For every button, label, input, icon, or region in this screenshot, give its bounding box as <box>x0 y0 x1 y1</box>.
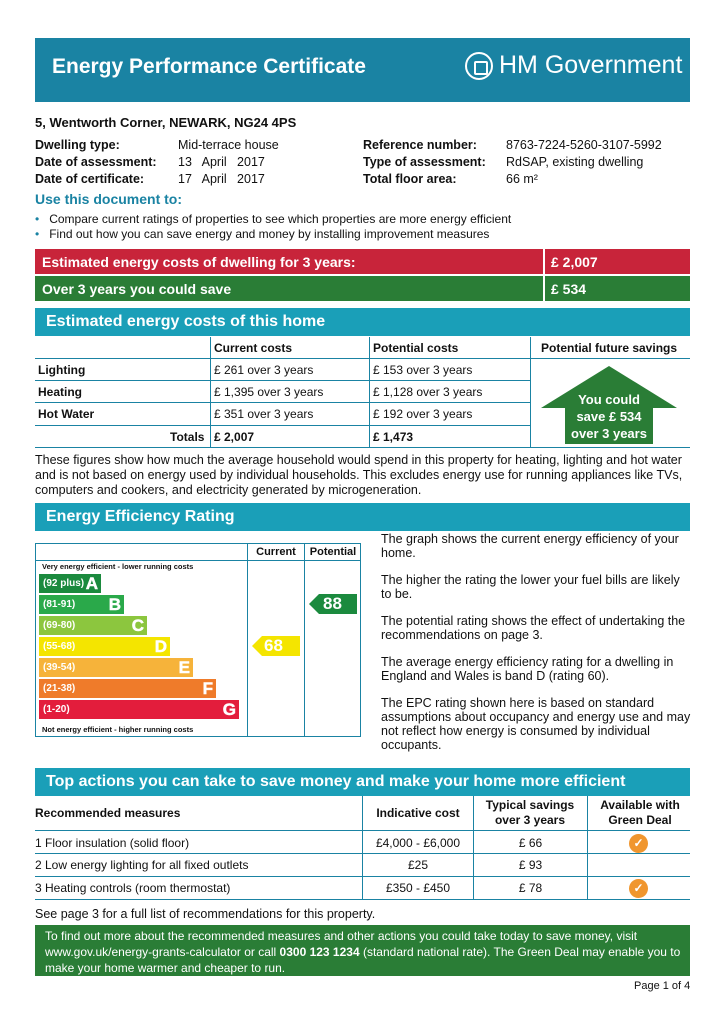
cost-explanation: These figures show how much the average household would spend in this property for heating, lighting and hot water and is not based on energy used by individual households. This excludes energy use for running appliances like TVs, computers and cookers, and electricity generated by microgeneration. <box>35 453 683 497</box>
rating-band-d <box>39 637 170 656</box>
estimated-cost-bar <box>35 249 690 274</box>
divider <box>35 380 530 381</box>
header-banner <box>35 38 690 102</box>
indicative-cost-header: Indicative cost <box>376 806 460 820</box>
potential-saving-value: £ 534 <box>551 281 587 297</box>
measure-cost: £4,000 - £6,000 <box>375 836 461 850</box>
green-deal-check-icon: ✓ <box>629 879 648 898</box>
savings-arrow-line: You could <box>578 392 640 407</box>
assessment-type-value: RdSAP, existing dwelling <box>506 155 644 169</box>
cost-row-name: Hot Water <box>38 407 95 421</box>
floor-area-value: 66 m² <box>506 172 538 186</box>
cost-row-current: £ 1,395 over 3 years <box>214 385 324 399</box>
measure-name: 2 Low energy lighting for all fixed outlets <box>35 858 249 872</box>
floor-area-label: Total floor area: <box>363 172 457 186</box>
rating-band-letter: G <box>222 700 236 719</box>
savings-arrow-line: save £ 534 <box>576 409 642 424</box>
certificate-date-value: 17 April 2017 <box>178 172 265 186</box>
divider <box>587 796 588 899</box>
page-title: Energy Performance Certificate <box>52 55 366 78</box>
info-text: To find out more about the recommended measures and other actions you could take today to save money, visit www.gov.uk/energy-grants-calculator or call <box>45 929 638 959</box>
divider <box>543 249 545 274</box>
divider <box>369 337 370 447</box>
potential-saving-bar <box>35 276 690 301</box>
divider <box>247 544 248 736</box>
divider <box>35 899 690 900</box>
actions-section-title: Top actions you can take to save money and make your home more efficient <box>35 768 690 796</box>
page-number: Page 1 of 4 <box>634 980 691 992</box>
totals-label: Totals <box>170 430 205 444</box>
potential-rating-marker <box>309 594 357 617</box>
cost-row-potential: £ 1,128 over 3 years <box>373 385 483 399</box>
green-deal-check-icon: ✓ <box>629 834 648 853</box>
current-rating-marker <box>252 636 300 659</box>
measure-saving: £ 66 <box>518 836 543 850</box>
rating-band-f <box>39 679 216 698</box>
potential-saving-label: Over 3 years you could save <box>42 281 232 297</box>
rating-band-letter: E <box>178 658 190 677</box>
reference-number-value: 8763-7224-5260-3107-5992 <box>506 138 662 152</box>
cost-row-name: Lighting <box>38 363 86 377</box>
rating-band-e <box>39 658 193 677</box>
rating-paragraph: The average energy efficiency rating for a dwelling in England and Wales is band D (rating 60). <box>381 655 674 683</box>
cost-row-current: £ 261 over 3 years <box>214 363 314 377</box>
current-costs-header: Current costs <box>214 341 293 355</box>
measure-saving: £ 78 <box>518 881 543 895</box>
savings-arrow-line: over 3 years <box>571 426 647 441</box>
rating-band-range: (69-80) <box>43 620 76 631</box>
divider <box>543 276 545 301</box>
rating-band-letter: D <box>154 637 167 656</box>
info-phone: 0300 123 1234 <box>279 945 360 959</box>
rating-paragraph: The EPC rating shown here is based on standard assumptions about occupancy and energy use and may not reflect how energy is consumed by individual occupants. <box>381 696 691 752</box>
rating-band-letter: A <box>85 574 98 593</box>
divider <box>210 337 211 447</box>
costs-section-title: Estimated energy costs of this home <box>35 308 690 336</box>
potential-costs-header: Potential costs <box>373 341 459 355</box>
use-doc-heading: Use this document to: <box>35 191 183 207</box>
rating-band-b <box>39 595 124 614</box>
measure-name: 1 Floor insulation (solid floor) <box>35 836 190 850</box>
cost-row-current: £ 351 over 3 years <box>214 407 314 421</box>
rating-paragraph: The potential rating shows the effect of undertaking the recommendations on page 3. <box>381 614 686 642</box>
future-savings-header: Potential future savings <box>541 341 678 355</box>
use-doc-bullet: • Find out how you can save energy and money by installing improvement measures <box>35 227 490 241</box>
green-deal-info-box <box>35 925 690 976</box>
typical-savings-header: Typical savings over 3 years <box>485 798 575 827</box>
measures-header: Recommended measures <box>35 806 181 820</box>
use-doc-bullet: • Compare current ratings of properties to see which properties are more energy efficient <box>35 212 512 226</box>
rating-band-range: (1-20) <box>43 704 70 715</box>
top-efficiency-label: Very energy efficient - lower running costs <box>42 562 194 571</box>
measure-cost: £350 - £450 <box>385 881 451 895</box>
assessment-date-value: 13 April 2017 <box>178 155 265 169</box>
divider <box>35 358 690 359</box>
reference-number-label: Reference number: <box>363 138 477 152</box>
divider <box>304 544 305 736</box>
divider <box>35 402 530 403</box>
rating-band-range: (21-38) <box>43 683 76 694</box>
cost-row-potential: £ 153 over 3 years <box>373 363 473 377</box>
bottom-efficiency-label: Not energy efficient - higher running costs <box>42 725 194 734</box>
see-page-note: See page 3 for a full list of recommendations for this property. <box>35 907 376 921</box>
divider <box>530 337 531 447</box>
rating-band-a <box>39 574 101 593</box>
savings-arrow <box>541 366 677 444</box>
property-address: 5, Wentworth Corner, NEWARK, NG24 4PS <box>35 115 297 130</box>
divider <box>35 447 690 448</box>
info-text: (standard national rate). The Green Deal may enable you to make your home warmer and cheaper to run. <box>45 945 681 975</box>
totals-current: £ 2,007 <box>214 430 255 444</box>
dwelling-type-label: Dwelling type: <box>35 138 120 152</box>
rating-band-letter: B <box>108 595 121 614</box>
measure-name: 3 Heating controls (room thermostat) <box>35 881 231 895</box>
totals-potential: £ 1,473 <box>373 430 414 444</box>
current-column-header: Current <box>256 546 296 558</box>
royal-crest-icon <box>465 52 493 80</box>
rating-band-range: (92 plus) <box>43 578 85 589</box>
rating-band-letter: F <box>202 679 213 698</box>
estimated-cost-value: £ 2,007 <box>551 254 598 270</box>
cost-row-name: Heating <box>38 385 83 399</box>
estimated-cost-label: Estimated energy costs of dwelling for 3 years: <box>42 254 356 270</box>
assessment-type-label: Type of assessment: <box>363 155 486 169</box>
rating-band-range: (81-91) <box>43 599 76 610</box>
certificate-date-label: Date of certificate: <box>35 172 145 186</box>
rating-band-range: (55-68) <box>43 641 76 652</box>
measure-cost: £25 <box>407 858 429 872</box>
rating-band-c <box>39 616 147 635</box>
rating-chart <box>35 543 361 737</box>
rating-band-letter: C <box>131 616 144 635</box>
rating-section-title: Energy Efficiency Rating <box>35 503 690 531</box>
assessment-date-label: Date of assessment: <box>35 155 157 169</box>
rating-paragraph: The graph shows the current energy efficiency of your home. <box>381 532 679 560</box>
hm-government-logo <box>465 51 682 80</box>
divider <box>36 560 360 561</box>
current-rating-value: 68 <box>264 636 283 655</box>
rating-band-g <box>39 700 239 719</box>
green-deal-header: Available with Green Deal <box>600 798 680 827</box>
divider <box>35 425 530 426</box>
rating-band-range: (39-54) <box>43 662 76 673</box>
logo-text: HM Government <box>499 51 683 79</box>
potential-column-header: Potential <box>309 546 357 558</box>
potential-rating-value: 88 <box>323 594 342 613</box>
cost-row-potential: £ 192 over 3 years <box>373 407 473 421</box>
dwelling-type-value: Mid-terrace house <box>178 138 279 152</box>
rating-paragraph: The higher the rating the lower your fuel bills are likely to be. <box>381 573 680 601</box>
measure-saving: £ 93 <box>518 858 543 872</box>
